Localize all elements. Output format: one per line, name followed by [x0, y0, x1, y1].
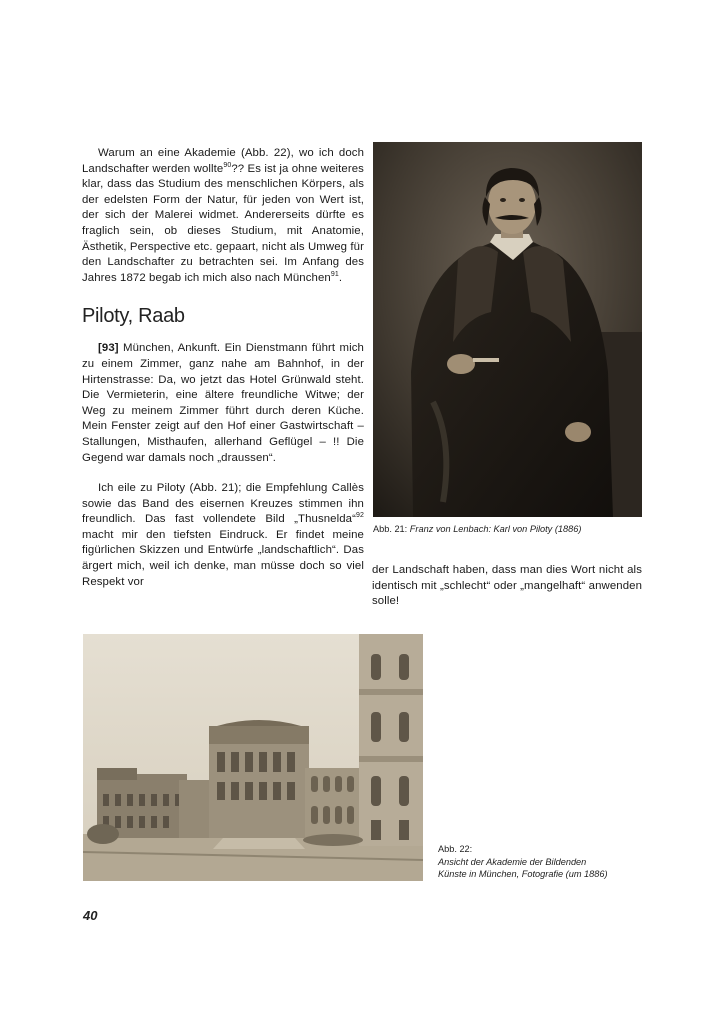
paragraph-text: .	[338, 271, 343, 284]
figure-21-caption	[373, 523, 653, 535]
figure-label: Abb. 22:	[438, 844, 473, 854]
figure-22-caption	[438, 843, 658, 881]
main-text-column	[82, 146, 364, 590]
paragraph-piloty	[82, 481, 364, 590]
page-number: 40	[83, 908, 98, 923]
section-heading: Piloty, Raab	[82, 305, 185, 328]
paragraph-text: München, Ankunft. Ein Dienstmann führt mich zu einem Zimmer, ganz nahe am Bahnhof, in der Hirtenstrasse: Da, wo jetzt das Hotel Grünwald steht. Die Vermieterin, eine ältere freundliche Witwe; der Weg zu meinem Zimmer führt durch deren Küche. Mein Fenster zeigt auf den Hof einer Gastwirtschaft – Stallungen, Misthaufen, allerhand Geflügel – !! Die Gegend war damals noch „draussen“.	[82, 342, 364, 464]
figure-caption-text: Franz von Lenbach: Karl von Piloty (1886)	[409, 524, 582, 534]
figure-label: Abb. 21:	[373, 524, 408, 534]
footnote-ref: 91	[330, 270, 339, 278]
academy-photo	[83, 634, 423, 881]
paragraph-text: ?? Es ist ja ohne weiteres klar, dass das Studium des menschlichen Körpers, als der edelsten Form der Natur, für jeden von Wert ist, der sich der Malerei widmet. Andererseits dürfte es fraglich sein, ob dieses Studium, mit Anatomie, Ästhetik, Perspective etc. gepaart, nicht als Umweg für den Landschafter zu betrachten sei. Im Anfang des Jahres 1872 begab ich mich also nach München	[82, 162, 364, 284]
paragraph-continuation: der Landschaft haben, dass man dies Wort nicht als identisch mit „schlecht“ oder „mangelhaft“ anwenden solle!	[372, 564, 642, 608]
footnote-ref: 92	[356, 512, 364, 520]
footnote-ref: 90	[223, 161, 232, 169]
paragraph-text: macht mir den tiefsten Eindruck. Er findet meine figürlichen Skizzen und Entwürfe „landschaftlich“. Das ärgert mich, weil ich denke, man müsse doch so viel Respekt vor	[82, 528, 364, 588]
continuation-text-column	[372, 563, 642, 610]
figure-caption-line: Künste in München, Fotografie (um 1886)	[438, 869, 608, 879]
page-marker: [93]	[98, 342, 119, 355]
paragraph-academy	[82, 146, 364, 286]
paragraph-text: Ich eile zu Piloty (Abb. 21); die Empfehlung Callès sowie das Band des eisernen Kreuzes stimmen ihn freundlich. Das fast vollendete Bild „Thusnelda“	[82, 482, 364, 526]
figure-caption-line: Ansicht der Akademie der Bildenden	[438, 856, 587, 867]
portrait-image	[373, 142, 642, 517]
paragraph-arrival	[82, 341, 364, 466]
paragraph-text: Warum an eine Akademie (Abb. 22), wo ich doch Landschafter werden wollte	[82, 147, 364, 175]
